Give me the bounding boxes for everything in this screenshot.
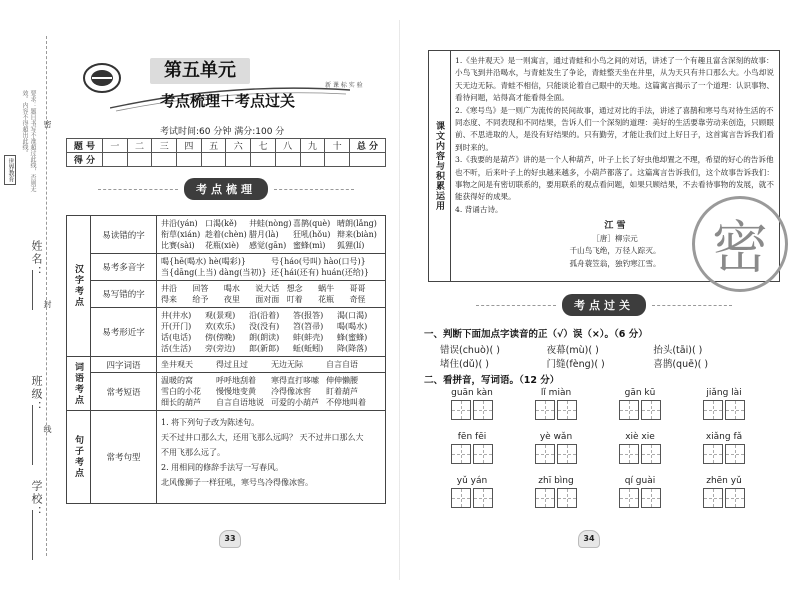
pinyin: xiǎng fǎ xyxy=(705,432,743,442)
section-banner-exercise xyxy=(428,294,780,316)
pinyin: jiǎng lài xyxy=(706,388,742,398)
pattern-line: 1. 将下列句子改为陈述句。 xyxy=(161,418,260,427)
reading-side-label: 课文内容与积累运用 xyxy=(429,51,451,281)
polyphone-row xyxy=(91,254,385,281)
write-box[interactable] xyxy=(557,400,577,420)
chars-category: 汉字考点 xyxy=(67,216,91,356)
phrase: 温暖的窝 xyxy=(161,376,193,385)
word: 趁着(chèn) xyxy=(205,230,247,239)
phrase: 呼呼地刮着 xyxy=(216,376,256,385)
q1-item[interactable]: 堵住(dǔ)( ) xyxy=(440,359,489,370)
polyphone: 当{dāng(上当) dàng(当初)} xyxy=(161,268,267,277)
section-title: 考点梳理 xyxy=(184,178,268,200)
poem-line: 千山鸟飞绝，万径人踪灭。 xyxy=(569,246,661,256)
write-box[interactable] xyxy=(703,400,723,420)
polyphone: 还{hái(还有) huán(还给)} xyxy=(271,268,369,277)
page-subtitle: 考点梳理＋考点过关 xyxy=(160,92,296,110)
word: 感觉(gān) xyxy=(249,241,287,250)
word: 狐狸(lí) xyxy=(337,241,365,250)
pinyin: guān kàn xyxy=(451,388,493,398)
score-col: 四 xyxy=(177,139,202,153)
phrases-row xyxy=(91,373,385,410)
write-box[interactable] xyxy=(725,488,745,508)
easy-write-row xyxy=(91,281,385,308)
score-cell[interactable] xyxy=(226,153,251,167)
phrases-label: 常考短语 xyxy=(91,373,157,410)
pinyin-item xyxy=(520,476,592,508)
word: 渴(口渴) xyxy=(337,311,368,320)
pinyin: yǔ yán xyxy=(456,476,488,486)
word: 自言自语 xyxy=(326,360,358,369)
phrase: 可爱的小葫芦 xyxy=(271,398,319,407)
word: 笤(笤帚) xyxy=(293,322,324,331)
pinyin-item xyxy=(436,388,508,420)
word: 欢(欢乐) xyxy=(205,322,236,331)
reading-item: 2.《寒号鸟》是一则广为流传的民间故事，通过对比的手法，讲述了喜鹊和寒号鸟对待生活的不同态度、不同表现和不同结果，告诉人们一个深刻的道理：美好的生活要靠劳动来创造，只顾眼前、不思进取的人，是没有好结果的。只有勤劳，才能让我们过上好日子，这首寓言告诉我们看到时来的。 xyxy=(455,105,774,152)
write-box[interactable] xyxy=(535,488,555,508)
score-col: 十 xyxy=(325,139,350,153)
pattern-line: 天不过井口那么大，还用飞那么远吗？ 天不过井口那么大 xyxy=(161,433,364,442)
word: 降(降落) xyxy=(337,344,368,353)
word: 坐井观天 xyxy=(161,360,193,369)
write-box[interactable] xyxy=(451,444,471,464)
score-total-cell[interactable] xyxy=(350,153,386,167)
seal-char-1: 密 xyxy=(43,120,52,130)
confidential-seal-icon xyxy=(692,196,788,292)
word: 井沿(yán) xyxy=(161,219,198,228)
word: 口渴(kě) xyxy=(205,219,237,228)
score-col: 九 xyxy=(300,139,325,153)
easy-read-label: 易读错的字 xyxy=(91,216,157,253)
knowledge-table xyxy=(66,215,386,504)
word: 说大话 xyxy=(255,284,280,293)
word: 井沿 xyxy=(161,284,177,293)
word: 无边无际 xyxy=(271,360,303,369)
reading-item: 4. 背诵古诗。 xyxy=(455,204,503,214)
score-cell[interactable] xyxy=(300,153,325,167)
write-box[interactable] xyxy=(725,444,745,464)
binding-strip xyxy=(0,0,64,593)
write-box[interactable] xyxy=(641,488,661,508)
write-box[interactable] xyxy=(557,488,577,508)
word: 叮着 xyxy=(286,295,303,304)
pinyin: lǐ miàn xyxy=(540,388,572,398)
write-box[interactable] xyxy=(473,400,493,420)
polyphone-label: 易考多音字 xyxy=(91,254,157,280)
question-2: 二、看拼音，写词语。（12 分） xyxy=(424,375,560,386)
write-box[interactable] xyxy=(451,400,471,420)
phrase: 寒得直打哆嗦 xyxy=(271,376,319,385)
easy-write-label: 易写错的字 xyxy=(91,281,157,307)
score-row-label: 得 分 xyxy=(67,153,103,167)
four-char-row xyxy=(91,357,385,373)
reading-item: 3.《我要的是葫芦》讲的是一个人种葫芦，叶子上长了好虫他却置之不理，希望的好心的告诉他也不听，后来叶子上的好虫越来越多，小葫芦都落了。这篇寓言告诉我们，这个故事告诉我们：事物之间是有密切联系的，要用联系的观点看问题，如果只顾结果，不去看待事物的发展，就不能获得好的成果。 xyxy=(455,155,774,202)
word: 沿(沿着) xyxy=(249,311,280,320)
score-col: 三 xyxy=(152,139,177,153)
word: 蜂(蜜蜂) xyxy=(337,333,368,342)
phrase: 伸伸懒腰 xyxy=(326,376,358,385)
write-box[interactable] xyxy=(473,488,493,508)
word: 井(井水) xyxy=(161,311,192,320)
pattern-label: 常考句型 xyxy=(91,411,157,503)
word: 开(开门) xyxy=(161,322,192,331)
word: 观(景观) xyxy=(205,311,236,320)
word: 得过且过 xyxy=(216,360,248,369)
school-field[interactable] xyxy=(32,510,33,560)
q1-item[interactable]: 错误(chuò)( ) xyxy=(440,345,500,356)
write-box[interactable] xyxy=(641,400,661,420)
polyphone: 号{háo(号叫) hào(口号)} xyxy=(271,257,366,266)
word: 喝水 xyxy=(223,284,240,293)
phrase: 雪白的小花 xyxy=(161,387,201,396)
pinyin-item xyxy=(436,476,508,508)
word: 朗(朗读) xyxy=(249,333,280,342)
score-cell[interactable] xyxy=(152,153,177,167)
word: 给予 xyxy=(192,295,209,304)
pinyin-item xyxy=(688,388,760,420)
write-box[interactable] xyxy=(703,444,723,464)
q1-row xyxy=(440,342,760,356)
word: 比赛(sài) xyxy=(161,241,195,250)
reading-item: 1.《坐井观天》是一则寓言，通过青蛙和小鸟之间的对话，讲述了一个有趣且富含深刻的故事：小鸟飞到井沿喝水，与青蛙发生了争论，青蛙整天坐在井里，从为天只有井口那么大。小鸟却说天无边无际。青蛙不相信，只能谈论着自己眼中的天地。这篇寓言揭示了一个道理：认识事物、看待问题，站得高才能看得全面。 xyxy=(455,56,774,103)
name-label: 姓名： xyxy=(30,240,43,279)
seal-char-3: 线 xyxy=(43,425,52,435)
word: 面对面 xyxy=(255,295,280,304)
easy-read-row xyxy=(91,216,385,254)
pattern-line: 2. 用相同的修辞手法写一写春风。 xyxy=(161,463,284,472)
write-box[interactable] xyxy=(535,400,555,420)
write-box[interactable] xyxy=(619,400,639,420)
pinyin-item xyxy=(688,432,760,464)
pinyin-item xyxy=(520,388,592,420)
word: 井蛙(nòng) xyxy=(249,219,292,228)
words-block xyxy=(67,357,385,411)
score-col: 二 xyxy=(127,139,152,153)
section-title: 考点过关 xyxy=(562,294,646,316)
write-box[interactable] xyxy=(641,444,661,464)
chars-block xyxy=(67,216,385,357)
name-field[interactable] xyxy=(32,270,33,310)
word: 喝(喝水) xyxy=(337,322,368,331)
similar-chars-row xyxy=(91,308,385,356)
write-box[interactable] xyxy=(451,488,471,508)
school-label: 学校： xyxy=(30,480,43,519)
similar-chars-label: 易考形近字 xyxy=(91,308,157,356)
score-col: 七 xyxy=(251,139,276,153)
pinyin: qí guài xyxy=(624,476,656,486)
question-1: 一、判断下面加点字读音的正（√）误（×）。（6 分） xyxy=(424,329,648,340)
phrase: 不停地叫着 xyxy=(326,398,366,407)
score-col: 六 xyxy=(226,139,251,153)
word: 哥哥 xyxy=(349,284,366,293)
score-cell[interactable] xyxy=(251,153,276,167)
sentence-block xyxy=(67,411,385,503)
poem-title: 江 雪 xyxy=(604,221,626,232)
page-number-left: 33 xyxy=(219,530,241,548)
pinyin: fēn fēi xyxy=(457,432,487,442)
binding-note: 要求：题目书写不准超过此线，否则无效。内容不得超出此线。 xyxy=(21,90,36,192)
seal-char-2: 封 xyxy=(43,300,52,310)
word: 花瓶 xyxy=(318,295,335,304)
class-field[interactable] xyxy=(32,405,33,465)
score-col-label: 题 号 xyxy=(67,139,103,153)
word: 辩来(biàn) xyxy=(337,230,377,239)
class-label: 班级： xyxy=(30,375,43,414)
pinyin: gān kū xyxy=(624,388,656,398)
word: 晴朗(lǎng) xyxy=(337,219,377,228)
exam-info: 考试时间:60 分钟 满分:100 分 xyxy=(160,127,285,137)
word: 答(报答) xyxy=(293,311,324,320)
score-cell[interactable] xyxy=(325,153,350,167)
write-box[interactable] xyxy=(619,444,639,464)
pinyin: xiè xie xyxy=(625,432,655,442)
phrase: 冷得像冰窖 xyxy=(271,387,311,396)
pattern-row xyxy=(91,411,385,503)
poem-author: ［唐］柳宗元 xyxy=(592,233,638,243)
pinyin-item xyxy=(604,476,676,508)
pinyin: zhēn yǔ xyxy=(706,476,742,486)
score-table xyxy=(66,138,386,167)
pinyin-item xyxy=(604,388,676,420)
score-cell[interactable] xyxy=(103,153,128,167)
word: 奇怪 xyxy=(349,295,366,304)
write-box[interactable] xyxy=(703,488,723,508)
phrase: 细长的葫芦 xyxy=(161,398,201,407)
word: 傍(傍晚) xyxy=(205,333,236,342)
phrase: 慢慢地变黄 xyxy=(216,387,256,396)
write-box[interactable] xyxy=(557,444,577,464)
score-cell[interactable] xyxy=(201,153,226,167)
write-box[interactable] xyxy=(473,444,493,464)
score-header-row xyxy=(67,139,386,153)
write-box[interactable] xyxy=(725,400,745,420)
word: 蜜蜂(mì) xyxy=(293,241,326,250)
word: 夜里 xyxy=(223,295,240,304)
score-col: 一 xyxy=(103,139,128,153)
score-col: 五 xyxy=(201,139,226,153)
phrase: 盯着葫芦 xyxy=(326,387,358,396)
q1-item[interactable]: 抬头(tāi)( ) xyxy=(653,345,703,356)
pinyin-item xyxy=(520,432,592,464)
four-char-label: 四字词语 xyxy=(91,357,157,372)
q1-item[interactable]: 夜幕(mù)( ) xyxy=(546,345,599,356)
pattern-line: 不用飞那么远了。 xyxy=(161,448,225,457)
binding-dotted-line xyxy=(46,36,47,556)
word: 回答 xyxy=(192,284,209,293)
write-box[interactable] xyxy=(535,444,555,464)
word: 喜鹊(què) xyxy=(293,219,331,228)
q1-item[interactable]: 喜鹊(quē)( ) xyxy=(653,359,709,370)
word: 蚯(蚯蚓) xyxy=(293,344,324,353)
word: 花瓶(xiè) xyxy=(205,241,240,250)
pattern-line: 北风像狮子一样狂吼，寒号鸟冷得像冰窖。 xyxy=(161,478,313,487)
word: 话(电话) xyxy=(161,333,192,342)
score-total-col: 总 分 xyxy=(350,139,386,153)
score-value-row xyxy=(67,153,386,167)
word: 活(生活) xyxy=(161,344,192,353)
phrase: 自言自语地说 xyxy=(216,398,264,407)
score-col: 八 xyxy=(275,139,300,153)
sentence-category: 句子考点 xyxy=(67,411,91,503)
word: 得来 xyxy=(161,295,177,304)
polyphone: 喝{hē(喝水) hè(喝彩)} xyxy=(161,257,246,266)
pinyin: zhī bìng xyxy=(538,476,574,486)
word: 旁(旁边) xyxy=(205,344,236,353)
series-tab: 世界教育 xyxy=(4,155,16,185)
word: 想念 xyxy=(286,284,303,293)
word: 狂吼(hǒu) xyxy=(293,230,331,239)
poem-line: 孤舟蓑笠翁，独钓寒江雪。 xyxy=(569,258,661,268)
seal-text: 密 xyxy=(712,216,768,281)
q1-item[interactable]: 门缝(fèng)( ) xyxy=(546,359,605,370)
pinyin-item xyxy=(436,432,508,464)
pinyin-item xyxy=(688,476,760,508)
series-logo-icon xyxy=(80,60,124,96)
word: 衔草(xián) xyxy=(161,230,201,239)
page-number-right: 34 xyxy=(578,530,600,548)
word: 没(没有) xyxy=(249,322,280,331)
write-box[interactable] xyxy=(619,488,639,508)
score-cell[interactable] xyxy=(177,153,202,167)
series-badge: 新 课 标 实 验 xyxy=(325,82,363,89)
word: 郎(新郎) xyxy=(249,344,280,353)
word: 蜗牛 xyxy=(318,284,335,293)
word: 蚌(蚌壳) xyxy=(293,333,324,342)
q1-row xyxy=(440,356,760,370)
section-banner-summary xyxy=(66,178,386,200)
pinyin: yè wǎn xyxy=(539,432,573,442)
pinyin-item xyxy=(604,432,676,464)
score-cell[interactable] xyxy=(127,153,152,167)
words-category: 词语考点 xyxy=(67,357,91,410)
score-cell[interactable] xyxy=(275,153,300,167)
unit-title: 第五单元 xyxy=(150,58,250,84)
word: 腊月(là) xyxy=(249,230,279,239)
